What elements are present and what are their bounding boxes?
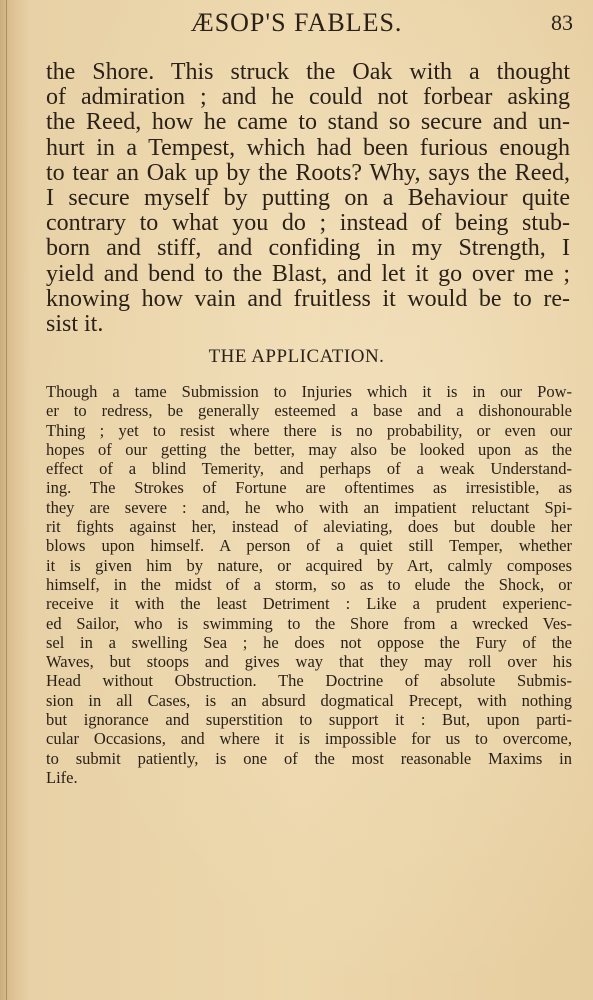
- application-line: but ignorance and superstition to support it : But, upon parti-: [46, 710, 572, 730]
- application-line: Life.: [46, 767, 78, 787]
- application-text: [46, 382, 572, 787]
- application-heading: THE APPLICATION.: [208, 346, 385, 367]
- running-head: [0, 8, 593, 38]
- fable-text: [46, 60, 570, 337]
- application-line: Thing ; yet to resist where there is no probability, or even our: [46, 420, 572, 440]
- application-line: it is given him by nature, or acquired by Art, calmly composes: [46, 555, 572, 575]
- fable-line: of admiration ; and he could not forbear asking: [46, 84, 570, 111]
- fable-line: the Reed, how he came to stand so secure and un-: [46, 109, 570, 136]
- application-line: himself, in the midst of a storm, so as to elude the Shock, or: [46, 574, 572, 594]
- application-line: they are severe : and, he who with an impatient reluctant Spi-: [46, 497, 572, 517]
- application-line: cular Occasions, and where it is impossible for us to overcome,: [46, 729, 572, 749]
- running-title: ÆSOP'S FABLES.: [190, 8, 403, 37]
- fable-line: the Shore. This struck the Oak with a thought: [46, 59, 570, 85]
- application-line: Waves, but stoops and gives way that they may roll over his: [46, 652, 572, 672]
- application-line: hopes of our getting the better, may also be looked upon as the: [46, 439, 572, 459]
- fable-line: sist it.: [46, 311, 104, 338]
- application-line: effect of a blind Temerity, and perhaps of a weak Understand-: [46, 459, 572, 479]
- fable-line: contrary to what you do ; instead of being stub-: [46, 210, 570, 237]
- application-line: to submit patiently, is one of the most reasonable Maxims in: [46, 748, 572, 768]
- fable-line: knowing how vain and fruitless it would be to re-: [46, 285, 570, 312]
- application-line: Head without Obstruction. The Doctrine of absolute Submis-: [46, 671, 572, 691]
- fable-line: yield and bend to the Blast, and let it go over me ;: [46, 260, 570, 287]
- fable-line: born and stiff, and confiding in my Strength, I: [46, 235, 570, 262]
- application-line: sel in a swelling Sea ; he does not oppose the Fury of the: [46, 632, 572, 652]
- page-gutter-line: [6, 0, 7, 1000]
- application-line: receive it with the least Detriment : Like a prudent experienc-: [46, 594, 572, 614]
- fable-line: to tear an Oak up by the Roots? Why, says the Reed,: [46, 159, 570, 186]
- application-line: rit fights against her, instead of aleviating, does but double her: [46, 517, 572, 537]
- application-line: blows upon himself. A person of a quiet still Temper, whether: [46, 536, 572, 556]
- application-line: Though a tame Submission to Injuries which it is in our Pow-: [46, 382, 572, 401]
- page-number: 83: [551, 10, 573, 35]
- application-line: sion in all Cases, is an absurd dogmatical Precept, with nothing: [46, 690, 572, 710]
- fable-line: I secure myself by putting on a Behaviour quite: [46, 185, 570, 212]
- application-line: er to redress, be generally esteemed a base and a dishonourable: [46, 401, 572, 421]
- application-line: ing. The Strokes of Fortune are oftentimes as irresistible, as: [46, 478, 572, 498]
- fable-line: hurt in a Tempest, which had been furious enough: [46, 134, 570, 161]
- application-line: ed Sailor, who is swimming to the Shore from a wrecked Ves-: [46, 613, 572, 633]
